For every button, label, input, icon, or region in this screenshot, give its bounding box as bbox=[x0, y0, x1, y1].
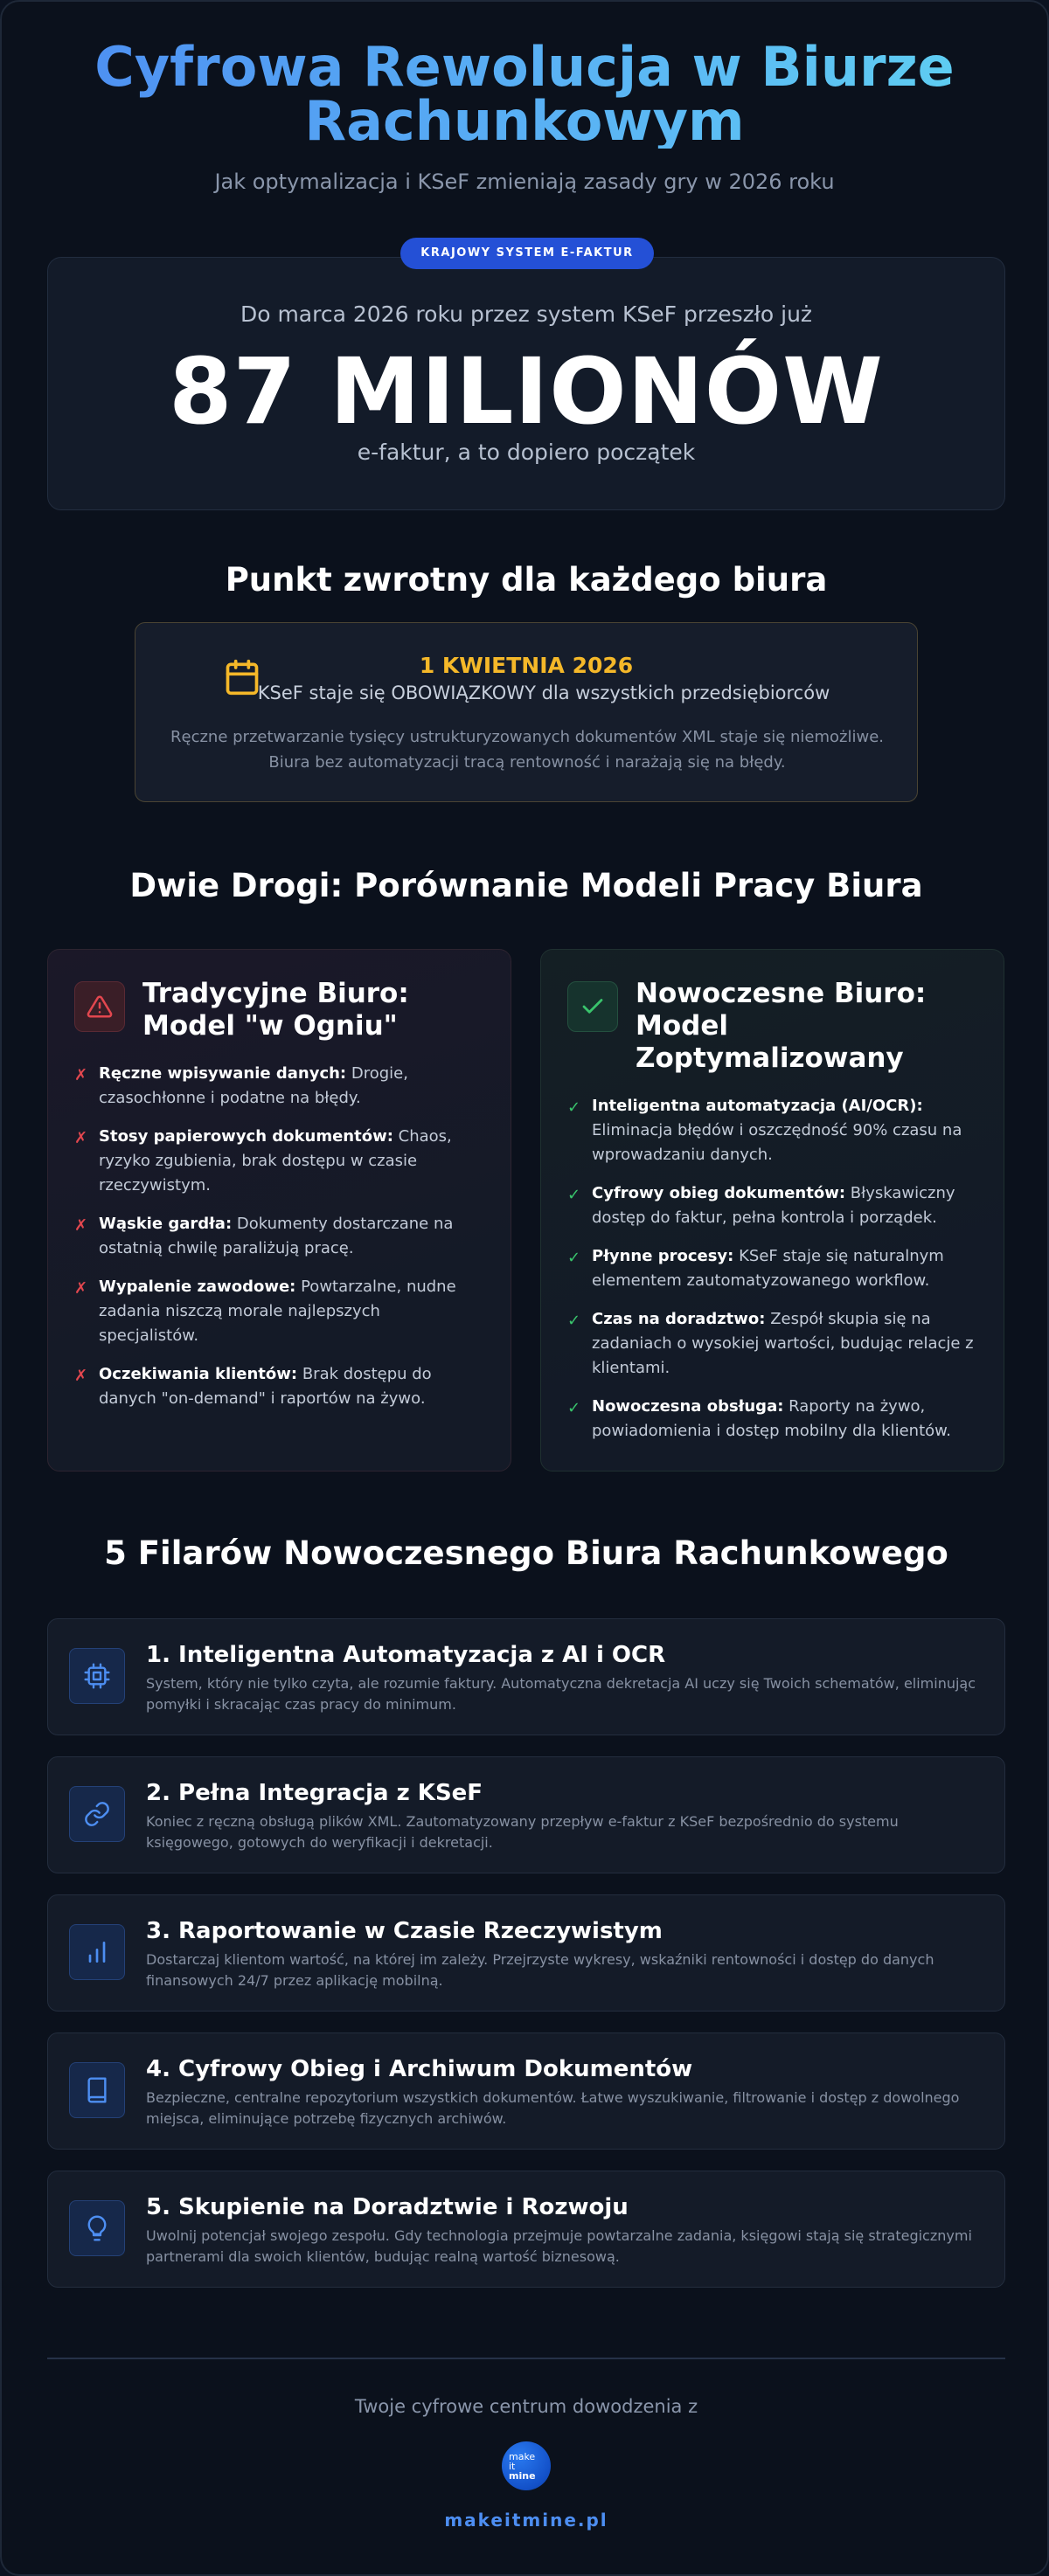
list-item: ✓ Czas na doradztwo: Zespół skupia się na zadaniach o wysokiej wartości, budując relacje z klientami. bbox=[567, 1307, 977, 1381]
checkmark-icon: ✓ bbox=[567, 1249, 581, 1267]
list-item: ✓ Inteligentna automatyzacja (AI/OCR): Eliminacja błędów i oszczędność 90% czasu na wprowadzaniu danych. bbox=[567, 1094, 977, 1167]
link-icon bbox=[69, 1786, 125, 1842]
cross-icon: ✗ bbox=[74, 1066, 88, 1084]
warning-icon bbox=[74, 981, 125, 1032]
bar-chart-icon bbox=[69, 1924, 125, 1980]
page-title: Cyfrowa Rewolucja w Biurze Rachunkowym bbox=[44, 40, 1005, 149]
deadline-lead: KSeF staje się OBOWIĄZKOWY dla wszystkich przedsiębiorców bbox=[257, 682, 830, 703]
pillar-description: Uwolnij potencjał swojego zespołu. Gdy technologia przejmuje powtarzalne zadania, księgowi stają się strategicznymi partnerami dla swoich klientów, budując realną wartość biznesową. bbox=[146, 2227, 972, 2265]
pillar-title: 2. Pełna Integracja z KSeF bbox=[146, 1780, 483, 1806]
pillar-card-4 bbox=[47, 2032, 1005, 2150]
pillar-card-1 bbox=[47, 1618, 1005, 1735]
pillar-description: Koniec z ręczną obsługą plików XML. Zautomatyzowany przepływ e-faktur z KSeF bezpośrednio do systemu księgowego, gotowych do weryfikacji i dekretacji. bbox=[146, 1813, 899, 1851]
list-item: ✓ Nowoczesna obsługa: Raporty na żywo, powiadomienia i dostęp mobilny dla klientów. bbox=[567, 1395, 977, 1444]
book-icon bbox=[69, 2062, 125, 2118]
turning-point-title: Punkt zwrotny dla każdego biura bbox=[225, 561, 828, 599]
pillar-description: System, który nie tylko czyta, ale rozumie faktury. Automatyczna dekretacja AI uczy się Twoich schematów, eliminując pomyłki i skracając czas pracy do minimum. bbox=[146, 1675, 976, 1713]
cross-icon: ✗ bbox=[74, 1129, 88, 1147]
checkmark-icon: ✓ bbox=[567, 1399, 581, 1417]
modern-office-title: Nowoczesne Biuro: Model Zoptymalizowany bbox=[636, 978, 927, 1074]
pillar-description: Bezpieczne, centralne repozytorium wszystkich dokumentów. Łatwe wyszukiwanie, filtrowanie i dostęp z dowolnego miejsca, eliminujące potrzebę fizycznych archiwów. bbox=[146, 2089, 960, 2127]
pillar-card-3 bbox=[47, 1894, 1005, 2012]
list-item: ✗ Stosy papierowych dokumentów: Chaos, ryzyko zgubienia, brak dostępu w czasie rzeczywistym. bbox=[74, 1125, 484, 1198]
list-item: ✓ Płynne procesy: KSeF staje się naturalnym elementem zautomatyzowanego workflow. bbox=[567, 1244, 977, 1293]
stat-number: 87 MILIONÓW bbox=[169, 338, 884, 445]
checkmark-icon: ✓ bbox=[567, 1312, 581, 1330]
pillars-title: 5 Filarów Nowoczesnego Biura Rachunkowego bbox=[104, 1534, 948, 1572]
website-link[interactable]: makeitmine.pl bbox=[444, 2510, 608, 2531]
footer-text: Twoje cyfrowe centrum dowodzenia z bbox=[354, 2396, 698, 2417]
stat-section bbox=[47, 238, 1005, 510]
list-item: ✗ Oczekiwania klientów: Brak dostępu do danych "on-demand" i raportów na żywo. bbox=[74, 1362, 484, 1411]
modern-list bbox=[567, 1094, 977, 1444]
page-subtitle: Jak optymalizacja i KSeF zmieniają zasady gry w 2026 roku bbox=[214, 170, 835, 194]
list-item: ✗ Ręczne wpisywanie danych: Drogie, czasochłonne i podatne na błędy. bbox=[74, 1062, 484, 1111]
header bbox=[2, 2, 1047, 194]
makeitmine-logo[interactable]: make it mine bbox=[502, 2441, 551, 2490]
pillar-card-2 bbox=[47, 1756, 1005, 1873]
pillar-title: 4. Cyfrowy Obieg i Archiwum Dokumentów bbox=[146, 2056, 693, 2082]
comparison-title: Dwie Drogi: Porównanie Modeli Pracy Biura bbox=[129, 867, 923, 904]
list-item: ✗ Wypalenie zawodowe: Powtarzalne, nudne zadania niszczą morale najlepszych specjalistów. bbox=[74, 1275, 484, 1348]
deadline-body-line-1: Ręczne przetwarzanie tysięcy ustrukturyzowanych dokumentów XML staje się niemożliwe. bbox=[170, 728, 884, 746]
ksef-badge: KRAJOWY SYSTEM E-FAKTUR bbox=[400, 238, 654, 269]
deadline-body bbox=[162, 724, 893, 775]
traditional-office-title: Tradycyjne Biuro: Model "w Ogniu" bbox=[142, 978, 409, 1042]
pillar-title: 5. Skupienie na Doradztwie i Rozwoju bbox=[146, 2194, 629, 2220]
checkmark-icon: ✓ bbox=[567, 1186, 581, 1204]
traditional-office-card bbox=[47, 949, 511, 1472]
footer-divider bbox=[47, 2358, 1005, 2359]
checkmark-icon: ✓ bbox=[567, 1098, 581, 1117]
modern-office-card bbox=[540, 949, 1004, 1472]
deadline-body-line-2: Biura bez automatyzacji tracą rentowność i narażają się na błędy. bbox=[268, 753, 786, 772]
cpu-chip-icon bbox=[69, 1648, 125, 1704]
list-item: ✗ Wąskie gardła: Dokumenty dostarczane na ostatnią chwilę paraliżują pracę. bbox=[74, 1212, 484, 1261]
cross-icon: ✗ bbox=[74, 1367, 88, 1385]
traditional-list bbox=[74, 1062, 484, 1411]
check-icon bbox=[567, 981, 618, 1032]
cross-icon: ✗ bbox=[74, 1216, 88, 1235]
stat-outro: e-faktur, a to dopiero początek bbox=[357, 440, 696, 465]
pillar-title: 3. Raportowanie w Czasie Rzeczywistym bbox=[146, 1918, 663, 1944]
cross-icon: ✗ bbox=[74, 1279, 88, 1298]
stat-card bbox=[47, 257, 1005, 510]
pillar-title: 1. Inteligentna Automatyzacja z AI i OCR bbox=[146, 1642, 666, 1668]
stat-intro: Do marca 2026 roku przez system KSeF przeszło już bbox=[240, 301, 813, 327]
lightbulb-icon bbox=[69, 2200, 125, 2256]
deadline-date: 1 KWIETNIA 2026 bbox=[419, 653, 634, 678]
deadline-card bbox=[135, 622, 918, 802]
pillar-card-5 bbox=[47, 2171, 1005, 2288]
list-item: ✓ Cyfrowy obieg dokumentów: Błyskawiczny dostęp do faktur, pełna kontrola i porządek. bbox=[567, 1181, 977, 1230]
pillar-description: Dostarczaj klientom wartość, na której im zależy. Przejrzyste wykresy, wskaźniki rentowności i dostęp do danych finansowych 24/7 przez aplikację mobilną. bbox=[146, 1951, 934, 1989]
